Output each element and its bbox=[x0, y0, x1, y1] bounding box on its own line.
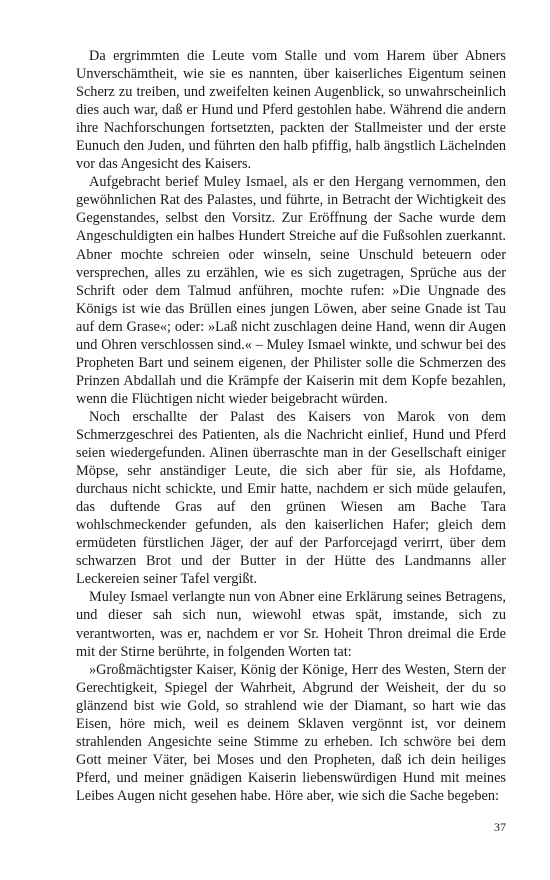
paragraph: Aufgebracht berief Muley Ismael, als er den Hergang vernommen, den gewöhnlichen Rat des Palastes, und führte, in Betracht der Wichtigkeit des Gegenstandes, selbst den Vorsitz. Zur Eröffnung der Sache wurde dem Angeschuldigten ein halbes Hundert Streiche auf die Fußsohlen zuerkannt. Abner mochte schreien oder winseln, seine Unschuld beteuern oder versprechen, alles zu erzählen, wie es sich zugetragen, Sprüche aus der Schrift oder dem Talmud anführen, mochte rufen: »Die Ungnade des Königs ist wie das Brüllen eines jungen Löwen, aber seine Gnade ist Tau auf dem Grase«; oder: »Laß nicht zuschlagen deine Hand, wenn dir Augen und Ohren verschlossen sind.« – Muley Ismael winkte, und schwur bei des Propheten Bart und seinem eigenen, der Philister solle die Schmerzen des Prinzen Abdallah und die Krämpfe der Kaiserin mit dem Kopfe bezahlen, wenn die Flüchtigen nicht wieder beigebracht würden. bbox=[76, 174, 506, 407]
body-text bbox=[76, 47, 506, 805]
paragraph: Noch erschallte der Palast des Kaisers von Marok von dem Schmerzgeschrei des Patienten, als die Nachricht einlief, Hund und Pferd seien wiedergefunden. Alinen überraschte man in der Gesellschaft einiger Möpse, sehr anständiger Leute, die sich aber für sie, als Hofdame, durchaus nicht schickte, und Emir hatte, nachdem er sich müde gelaufen, das duftende Gras auf den grünen Wiesen am Bache Tara wohlschmeckender gefunden, als den kaiserlichen Hafer; gleich dem ermüdeten fürstlichen Jäger, der auf der Parforcejagd verirrt, über dem schwarzen Brot und der Butter in der Hütte des Landmanns aller Leckereien seiner Tafel vergißt. bbox=[76, 408, 506, 588]
page-number: 37 bbox=[494, 820, 506, 834]
paragraph: Da ergrimmten die Leute vom Stalle und vom Harem über Abners Unverschämtheit, wie sie es nannten, über kaiserliches Eigentum seinen Scherz zu treiben, und zweifelten keinen Augenblick, so unwahrscheinlich dies auch war, daß er Hund und Pferd gestohlen habe. Während die andern ihre Nachforschungen fortsetzten, packten der Stallmeister und der erste Eunuch den Juden, und führten den halb pfiffig, halb ängstlich Lächelnden vor das Angesicht des Kaisers. bbox=[76, 48, 506, 173]
paragraph: Muley Ismael verlangte nun von Abner eine Erklärung seines Betragens, und dieser sah sich nun, wiewohl etwas spät, imstande, sich zu verantworten, was er, nachdem er vor Sr. Hoheit Thron dreimal die Erde mit der Stirne berührte, in folgenden Worten tat: bbox=[76, 589, 506, 660]
paragraph: »Großmächtigster Kaiser, König der Könige, Herr des Westen, Stern der Gerechtigkeit, Spiegel der Wahrheit, Abgrund der Weisheit, der du so glänzend bist wie Gold, so strahlend wie der Diamant, so hart wie das Eisen, höre mich, weil es deinem Sklaven vergönnt ist, vor deinem strahlenden Angesichte seine Stimme zu erheben. Ich schwöre bei dem Gott meiner Väter, bei Moses und den Propheten, daß ich dein heiliges Pferd, und meiner gnädigen Kaiserin liebenswürdigen Hund mit meines Leibes Augen nicht gesehen habe. Höre aber, wie sich die Sache begeben: bbox=[76, 661, 506, 804]
